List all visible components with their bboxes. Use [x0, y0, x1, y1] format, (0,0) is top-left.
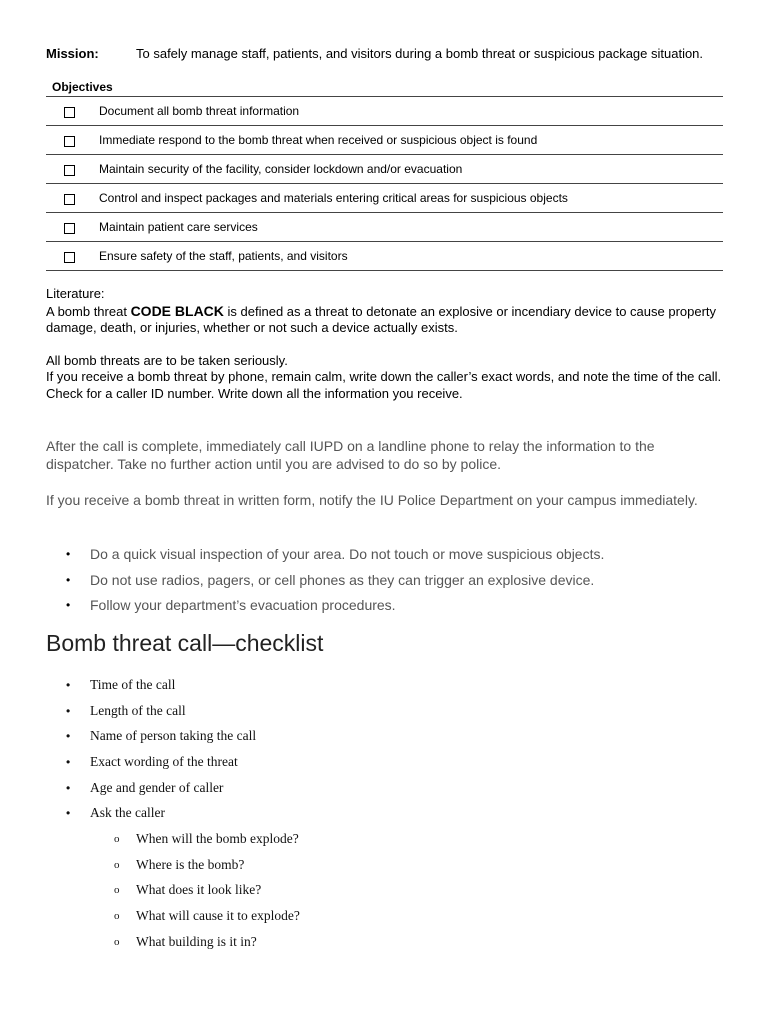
- literature-heading: Literature:: [46, 286, 105, 301]
- phone-threat-instructions: If you receive a bomb threat by phone, remain calm, write down the caller’s exact words, and note the time of the call. Check for a caller ID number. Write down all the information you receive.: [46, 369, 722, 401]
- objective-row: [46, 155, 723, 184]
- objective-text: Maintain patient care services: [99, 220, 258, 234]
- caller-questions-list: [46, 830, 300, 958]
- objective-row: [46, 184, 723, 213]
- objective-text: Ensure safety of the staff, patients, and visitors: [99, 249, 348, 263]
- checkbox-icon[interactable]: [64, 223, 75, 234]
- objective-text: Maintain security of the facility, consider lockdown and/or evacuation: [99, 162, 463, 176]
- objective-text: Immediate respond to the bomb threat when received or suspicious object is found: [99, 133, 538, 147]
- code-black-term: CODE BLACK: [130, 302, 224, 319]
- list-item: o Where is the bomb?: [46, 856, 300, 882]
- definition-prefix: A bomb threat: [46, 303, 131, 319]
- list-item: • Age and gender of caller: [46, 779, 256, 805]
- objectives-table: [46, 79, 723, 271]
- definition-suffix: is defined as a threat to detonate an explosive or incendiary device to cause property damage, death, or injuries, whether or not such a device actually exists.: [46, 303, 717, 335]
- checkbox-icon[interactable]: [64, 136, 75, 147]
- mission-statement: [46, 46, 703, 61]
- list-item: • Time of the call: [46, 676, 256, 702]
- list-item: • Do a quick visual inspection of your area. Do not touch or move suspicious objects.: [46, 545, 604, 571]
- checkbox-icon[interactable]: [64, 165, 75, 176]
- literature-section: [46, 286, 726, 402]
- checkbox-icon[interactable]: [64, 252, 75, 263]
- after-call-paragraph: After the call is complete, immediately call IUPD on a landline phone to relay the information to the dispatcher. Take no further action until you are advised to do so by police.: [46, 438, 655, 472]
- mission-label: Mission:: [46, 46, 99, 61]
- list-item: o What does it look like?: [46, 881, 300, 907]
- list-item: • Follow your department’s evacuation procedures.: [46, 596, 604, 622]
- checklist-list: [46, 676, 256, 830]
- code-black-definition: [46, 303, 726, 337]
- list-item: • Ask the caller: [46, 804, 256, 830]
- checkbox-icon[interactable]: [64, 107, 75, 118]
- objective-row: [46, 213, 723, 242]
- mission-text: To safely manage staff, patients, and visitors during a bomb threat or suspicious package situation.: [136, 46, 704, 61]
- list-item: • Do not use radios, pagers, or cell phones as they can trigger an explosive device.: [46, 571, 604, 597]
- serious-statement: All bomb threats are to be taken seriously.: [46, 352, 288, 368]
- list-item: o When will the bomb explode?: [46, 830, 300, 856]
- objective-row: [46, 242, 723, 271]
- objective-text: Control and inspect packages and materials entering critical areas for suspicious objects: [99, 191, 568, 205]
- written-form-paragraph: If you receive a bomb threat in written form, notify the IU Police Department on your campus immediately.: [46, 492, 698, 508]
- checkbox-icon[interactable]: [64, 194, 75, 205]
- list-item: • Length of the call: [46, 702, 256, 728]
- objectives-heading: Objectives: [46, 79, 723, 97]
- list-item: o What building is it in?: [46, 933, 300, 959]
- list-item: • Name of person taking the call: [46, 727, 256, 753]
- objective-row: [46, 97, 723, 126]
- list-item: o What will cause it to explode?: [46, 907, 300, 933]
- list-item: • Exact wording of the threat: [46, 753, 256, 779]
- action-bullet-list: [46, 545, 604, 622]
- objective-text: Document all bomb threat information: [99, 104, 300, 118]
- objective-row: [46, 126, 723, 155]
- checklist-title: Bomb threat call—checklist: [46, 630, 324, 656]
